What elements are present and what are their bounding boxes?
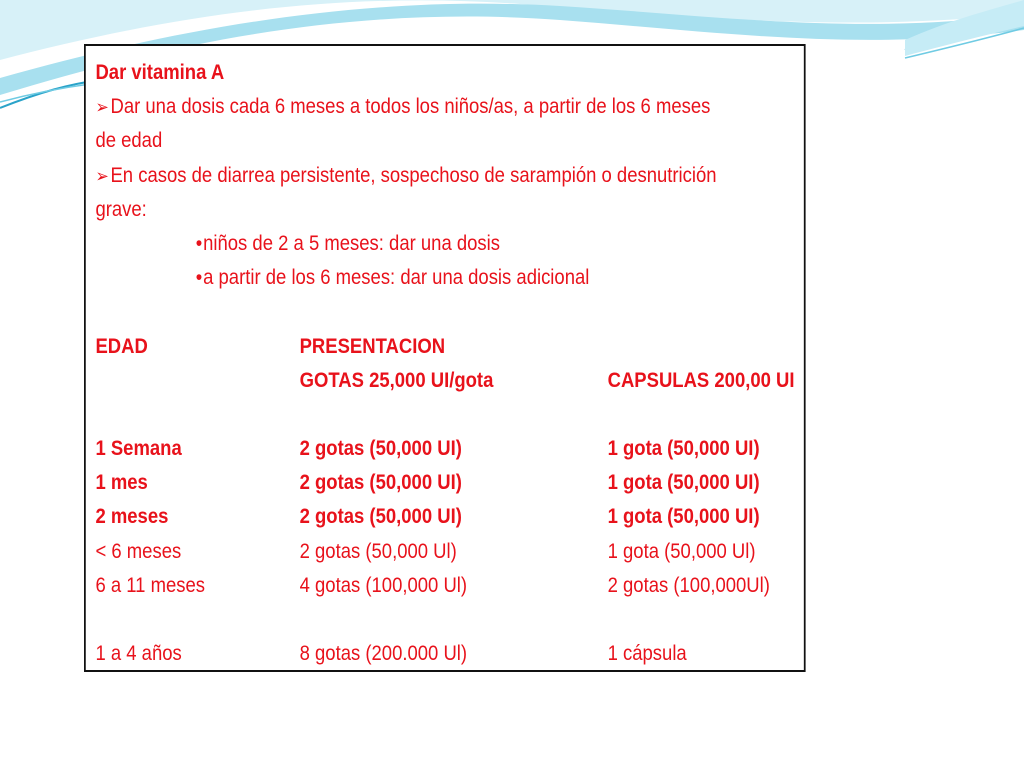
cell-edad: 1 mes bbox=[95, 471, 148, 495]
bullet-item-1 bbox=[95, 227, 913, 261]
cell-gotas: 2 gotas (50,000 UI) bbox=[299, 471, 462, 495]
point-1-text: Dar una dosis cada 6 meses a todos los niños/as, a partir de los 6 meses bbox=[110, 95, 711, 119]
table-row bbox=[95, 535, 913, 569]
cell-capsulas: 1 gota (50,000 UI) bbox=[607, 471, 760, 495]
dot-bullet-icon: • bbox=[195, 231, 203, 255]
table-row bbox=[95, 569, 913, 603]
point-1-line-1 bbox=[95, 90, 913, 124]
arrow-bullet-icon: ➢ bbox=[95, 165, 109, 186]
point-1-line-2: de edad bbox=[95, 129, 163, 153]
table-row bbox=[95, 500, 913, 534]
subheader-gotas: GOTAS 25,000 UI/gota bbox=[299, 368, 494, 392]
cell-capsulas: 1 cápsula bbox=[607, 642, 687, 666]
table-subheader-row bbox=[95, 364, 913, 398]
header-presentacion: PRESENTACION bbox=[299, 334, 446, 358]
cell-capsulas: 2 gotas (100,000Ul) bbox=[607, 573, 770, 597]
point-2-line-1 bbox=[95, 159, 913, 193]
cell-gotas: 4 gotas (100,000 Ul) bbox=[299, 573, 468, 597]
spacer bbox=[95, 603, 913, 637]
bullet-item-2-text: a partir de los 6 meses: dar una dosis adicional bbox=[203, 266, 590, 290]
point-2-line-2: grave: bbox=[95, 197, 147, 221]
dot-bullet-icon: • bbox=[195, 266, 203, 290]
cell-edad: 1 a 4 años bbox=[95, 642, 182, 666]
arrow-bullet-icon: ➢ bbox=[95, 97, 109, 118]
spacer bbox=[95, 295, 913, 329]
cell-edad: 6 a 11 meses bbox=[95, 573, 206, 597]
cell-gotas: 2 gotas (50,000 UI) bbox=[299, 505, 462, 529]
cell-capsulas: 1 gota (50,000 UI) bbox=[607, 437, 760, 461]
bullet-item-1-text: niños de 2 a 5 meses: dar una dosis bbox=[203, 231, 501, 255]
cell-capsulas: 1 gota (50,000 Ul) bbox=[607, 539, 756, 563]
table-row bbox=[95, 637, 913, 671]
point-2-text: En casos de diarrea persistente, sospechoso de sarampión o desnutrición bbox=[110, 163, 717, 187]
subheader-empty bbox=[95, 364, 299, 398]
header-empty bbox=[608, 330, 914, 364]
cell-edad: < 6 meses bbox=[95, 539, 182, 563]
bullet-item-2 bbox=[95, 261, 913, 295]
spacer bbox=[95, 398, 913, 432]
header-edad: EDAD bbox=[95, 334, 148, 358]
cell-edad: 1 Semana bbox=[95, 437, 182, 461]
cell-edad: 2 meses bbox=[95, 505, 169, 529]
content-title: Dar vitamina A bbox=[95, 61, 225, 84]
cell-gotas: 2 gotas (50,000 Ul) bbox=[299, 539, 457, 563]
cell-gotas: 8 gotas (200.000 Ul) bbox=[299, 642, 468, 666]
cell-gotas: 2 gotas (50,000 UI) bbox=[299, 437, 462, 461]
table-row bbox=[95, 432, 913, 466]
cell-capsulas: 1 gota (50,000 UI) bbox=[607, 505, 760, 529]
table-header-row bbox=[95, 330, 913, 364]
subheader-capsulas: CAPSULAS 200,00 UI bbox=[607, 368, 795, 392]
vitamin-a-content-box bbox=[84, 44, 806, 672]
table-row bbox=[95, 466, 913, 500]
